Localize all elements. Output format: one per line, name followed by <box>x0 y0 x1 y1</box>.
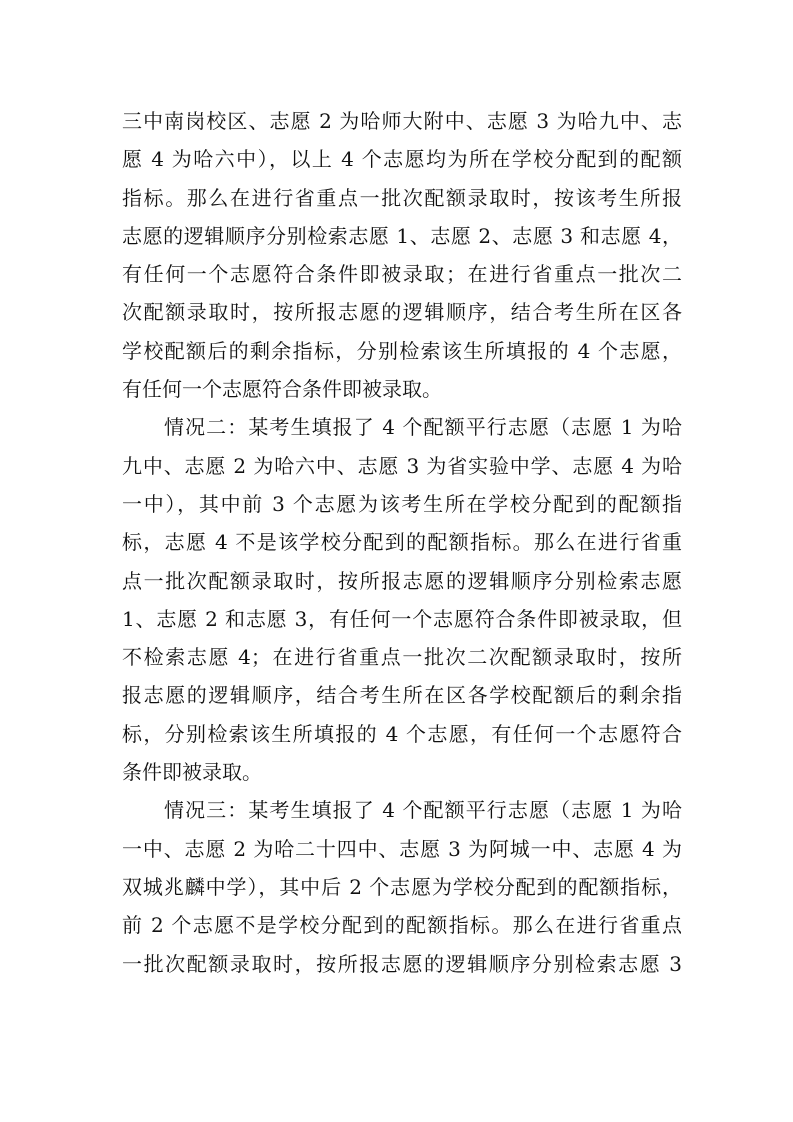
text-line: 三中南岗校区、志愿 2 为哈师大附中、志愿 3 为哈九中、志 <box>122 109 682 133</box>
text-line: 报志愿的逻辑顺序，结合考生所在区各学校配额后的剩余指 <box>122 683 682 708</box>
text-line: 点一批次配额录取时，按所报志愿的逻辑顺序分别检索志愿 <box>122 568 682 593</box>
text-line: 双城兆麟中学），其中后 2 个志愿为学校分配到的配额指标， <box>122 874 682 899</box>
paragraph-start-line: 情况三：某考生填报了 4 个配额平行志愿（志愿 1 为哈 <box>164 798 682 823</box>
text-line: 指标。那么在进行省重点一批次配额录取时，按该考生所报 <box>122 185 682 210</box>
text-line: 九中、志愿 2 为哈六中、志愿 3 为省实验中学、志愿 4 为哈 <box>122 453 682 478</box>
text-line: 一批次配额录取时，按所报志愿的逻辑顺序分别检索志愿 3 <box>122 951 682 976</box>
text-line: 标，志愿 4 不是该学校分配到的配额指标。那么在进行省重 <box>122 530 682 555</box>
text-line: 条件即被录取。 <box>122 760 262 785</box>
text-line: 次配额录取时，按所报志愿的逻辑顺序，结合考生所在区各 <box>122 300 682 325</box>
text-line: 有任何一个志愿符合条件即被录取；在进行省重点一批次二 <box>122 262 682 287</box>
text-line: 标，分别检索该生所填报的 4 个志愿，有任何一个志愿符合 <box>122 721 682 746</box>
body-text <box>122 102 682 983</box>
text-line: 1、志愿 2 和志愿 3，有任何一个志愿符合条件即被录取，但 <box>122 606 682 631</box>
text-line: 一中、志愿 2 为哈二十四中、志愿 3 为阿城一中、志愿 4 为 <box>122 836 682 861</box>
text-line: 愿 4 为哈六中），以上 4 个志愿均为所在学校分配到的配额 <box>122 147 682 172</box>
paragraph-start-line: 情况二：某考生填报了 4 个配额平行志愿（志愿 1 为哈 <box>164 415 682 440</box>
text-line: 一中），其中前 3 个志愿为该考生所在学校分配到的配额指 <box>122 491 682 516</box>
text-line: 志愿的逻辑顺序分别检索志愿 1、志愿 2、志愿 3 和志愿 4， <box>122 223 682 248</box>
text-line: 学校配额后的剩余指标，分别检索该生所填报的 4 个志愿， <box>122 338 682 363</box>
text-line: 前 2 个志愿不是学校分配到的配额指标。那么在进行省重点 <box>122 913 682 938</box>
text-line: 有任何一个志愿符合条件即被录取。 <box>122 377 442 402</box>
text-line: 不检索志愿 4；在进行省重点一批次二次配额录取时，按所 <box>122 645 682 670</box>
